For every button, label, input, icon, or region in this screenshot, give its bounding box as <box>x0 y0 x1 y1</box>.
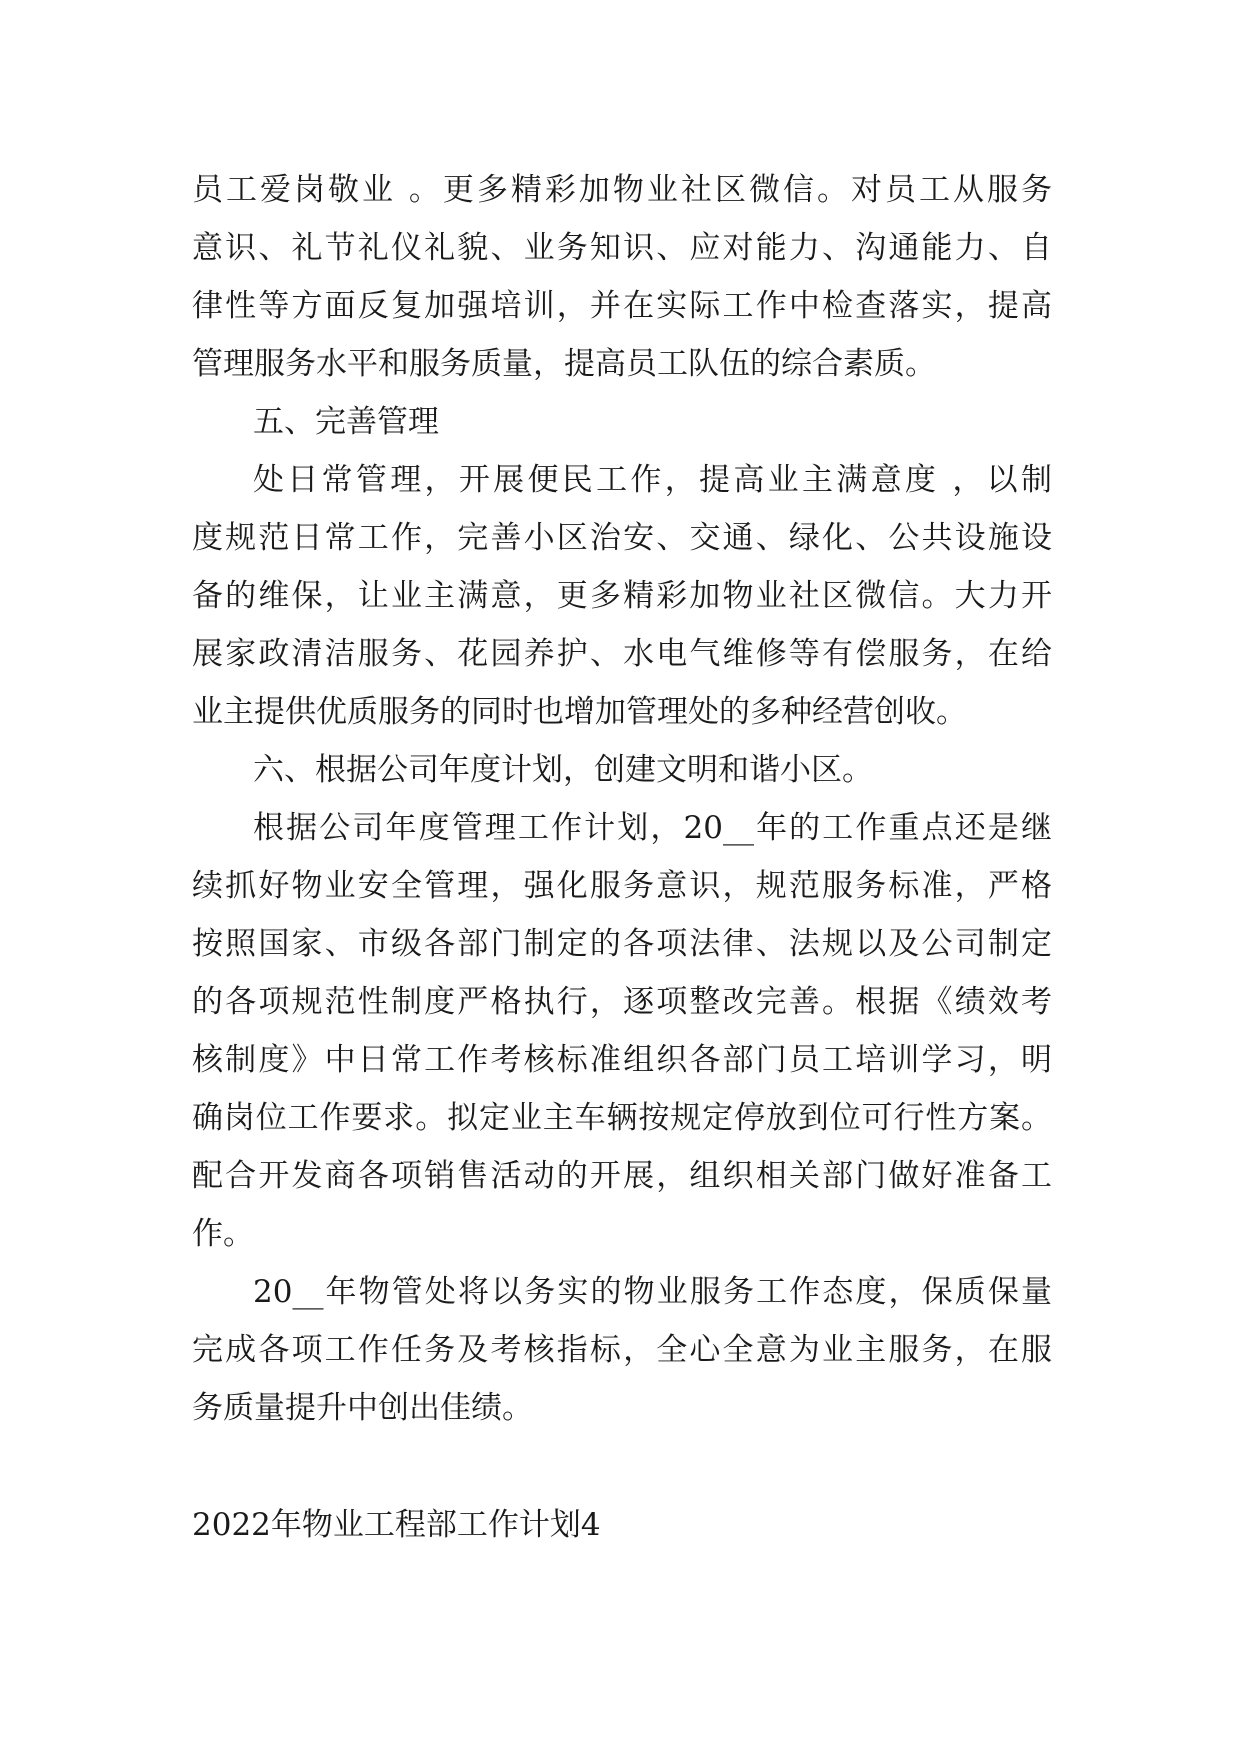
text-line: 处日常管理，开展便民工作，提高业主满意度 ，以制 <box>253 462 1052 498</box>
text-line: 员工爱岗敬业 。更多精彩加物业社区微信。对员工从服务 <box>192 172 1052 208</box>
text-line: 按照国家、市级各部门制定的各项法律、法规以及公司制定 <box>192 926 1052 962</box>
text-line: 务质量提升中创出佳绩。 <box>192 1390 533 1426</box>
section-heading: 2022年物业工程部工作计划4 <box>192 1507 601 1543</box>
text-line: 配合开发商各项销售活动的开展，组织相关部门做好准备工 <box>192 1158 1052 1194</box>
text-line: 续抓好物业安全管理，强化服务意识，规范服务标准，严格 <box>192 868 1052 904</box>
section-subheading: 五、完善管理 <box>253 404 439 440</box>
text-line: 管理服务水平和服务质量，提高员工队伍的综合素质。 <box>192 346 936 382</box>
text-line: 备的维保，让业主满意，更多精彩加物业社区微信。大力开 <box>192 578 1052 614</box>
text-line: 度规范日常工作，完善小区治安、交通、绿化、公共设施设 <box>192 520 1052 556</box>
section-subheading: 六、根据公司年度计划，创建文明和谐小区。 <box>253 752 873 788</box>
text-line: 确岗位工作要求。拟定业主车辆按规定停放到位可行性方案。 <box>192 1100 1052 1136</box>
text-line: 意识、礼节礼仪礼貌、业务知识、应对能力、沟通能力、自 <box>192 230 1052 266</box>
text-line: 的各项规范性制度严格执行，逐项整改完善。根据《绩效考 <box>192 984 1052 1020</box>
text-line: 核制度》中日常工作考核标准组织各部门员工培训学习，明 <box>192 1042 1052 1078</box>
text-line: 完成各项工作任务及考核指标，全心全意为业主服务，在服 <box>192 1332 1052 1368</box>
text-line: 20__年物管处将以务实的物业服务工作态度，保质保量 <box>253 1274 1052 1310</box>
text-line: 作。 <box>192 1216 254 1252</box>
text-line: 根据公司年度管理工作计划，20__年的工作重点还是继 <box>253 810 1052 846</box>
text-line: 业主提供优质服务的同时也增加管理处的多种经营创收。 <box>192 694 967 730</box>
text-line: 律性等方面反复加强培训，并在实际工作中检查落实，提高 <box>192 288 1052 324</box>
text-line: 展家政清洁服务、花园养护、水电气维修等有偿服务，在给 <box>192 636 1052 672</box>
